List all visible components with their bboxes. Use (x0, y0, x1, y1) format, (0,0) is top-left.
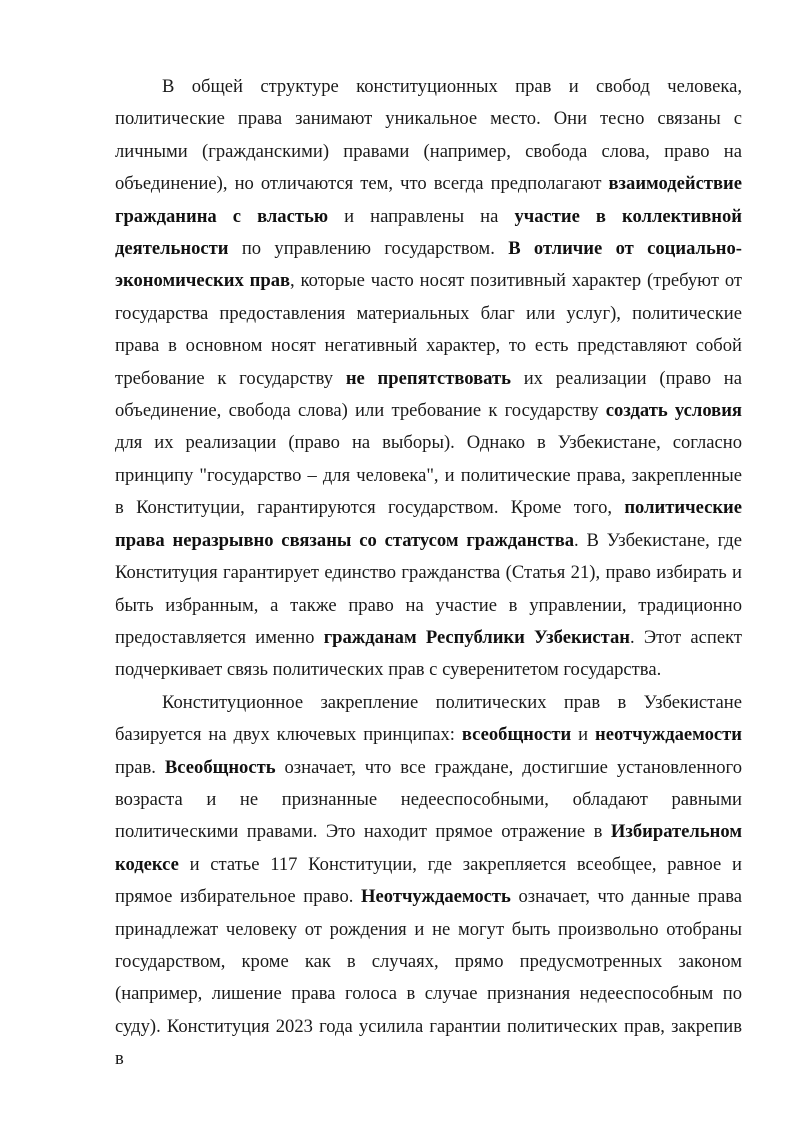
bold-text-run: неотчуждаемости (595, 724, 742, 746)
bold-text-run: гражданам Республики Узбекистан (323, 626, 630, 648)
bold-text-run: взаимодействие гражданина с властью (115, 173, 742, 227)
bold-text-run: всеобщности (461, 724, 572, 746)
bold-text-run: политические права неразрывно связаны со статусом гражданства (115, 497, 742, 551)
paragraph-political-rights-structure (115, 71, 742, 687)
text-run: означает, что данные права принадлежат человеку от рождения и не могут быть произвольно отобраны государством, кроме как в случаях, прямо предусмотренных законом (например, лишение права голоса в случае признания недееспособным по суду). Конституция 2023 года усилила гарантии политических прав, закрепив в (115, 886, 742, 1070)
paragraph-constitutional-principles (115, 687, 742, 1076)
text-run: В общей структуре конституционных прав и свобод человека, политические права занимают уникальное место. Они тесно связаны с личными (гражданскими) правами (например, свобода слова, право на объединение), но отличаются тем, что всегда предполагают (115, 76, 742, 195)
text-run: по управлению государством. (228, 238, 509, 260)
text-run: Конституционное закрепление политических прав в Узбекистане базируется на двух ключевых принципах: (115, 691, 742, 746)
text-run: , которые часто носят позитивный характер (требуют от государства предоставления материальных благ или услуг), политические права в основном носят негативный характер, то есть представляют собой требование к государству (115, 270, 742, 389)
text-run: для их реализации (право на выборы). Однако в Узбекистане, согласно принципу "государство – для человека", и политические права, закрепленные в Конституции, гарантируются государством. Кроме того, (115, 432, 742, 519)
text-run: . Этот аспект подчеркивает связь политических прав с суверенитетом государства. (115, 626, 743, 681)
text-run: их реализации (право на объединение, свобода слова) или требование к государству (115, 367, 743, 422)
document-body (115, 71, 742, 1076)
text-run: и статье 117 Конституции, где закрепляется всеобщее, равное и прямое избирательное право. (115, 853, 742, 908)
bold-text-run: Всеобщность (164, 756, 276, 778)
bold-text-run: В отличие от социально-экономических прав (115, 238, 742, 292)
bold-text-run: создать условия (605, 400, 742, 422)
bold-text-run: Неотчуждаемость (361, 886, 511, 908)
text-run: . В Узбекистане, где Конституция гарантирует единство гражданства (Статья 21), право избирать и быть избранным, а также право на участие в управлении, традиционно предоставляется именно (115, 529, 742, 648)
text-run: и направлены на (328, 205, 515, 227)
text-run: означает, что все граждане, достигшие установленного возраста и не признанные недееспособными, обладают равными политическими правами. Это находит прямое отражение в (115, 756, 742, 843)
bold-text-run: не препятствовать (345, 367, 511, 389)
text-run: прав. (115, 756, 165, 778)
bold-text-run: Избирательном кодексе (115, 821, 742, 875)
text-run: и (571, 724, 596, 746)
bold-text-run: участие в коллективной деятельности (115, 205, 743, 260)
